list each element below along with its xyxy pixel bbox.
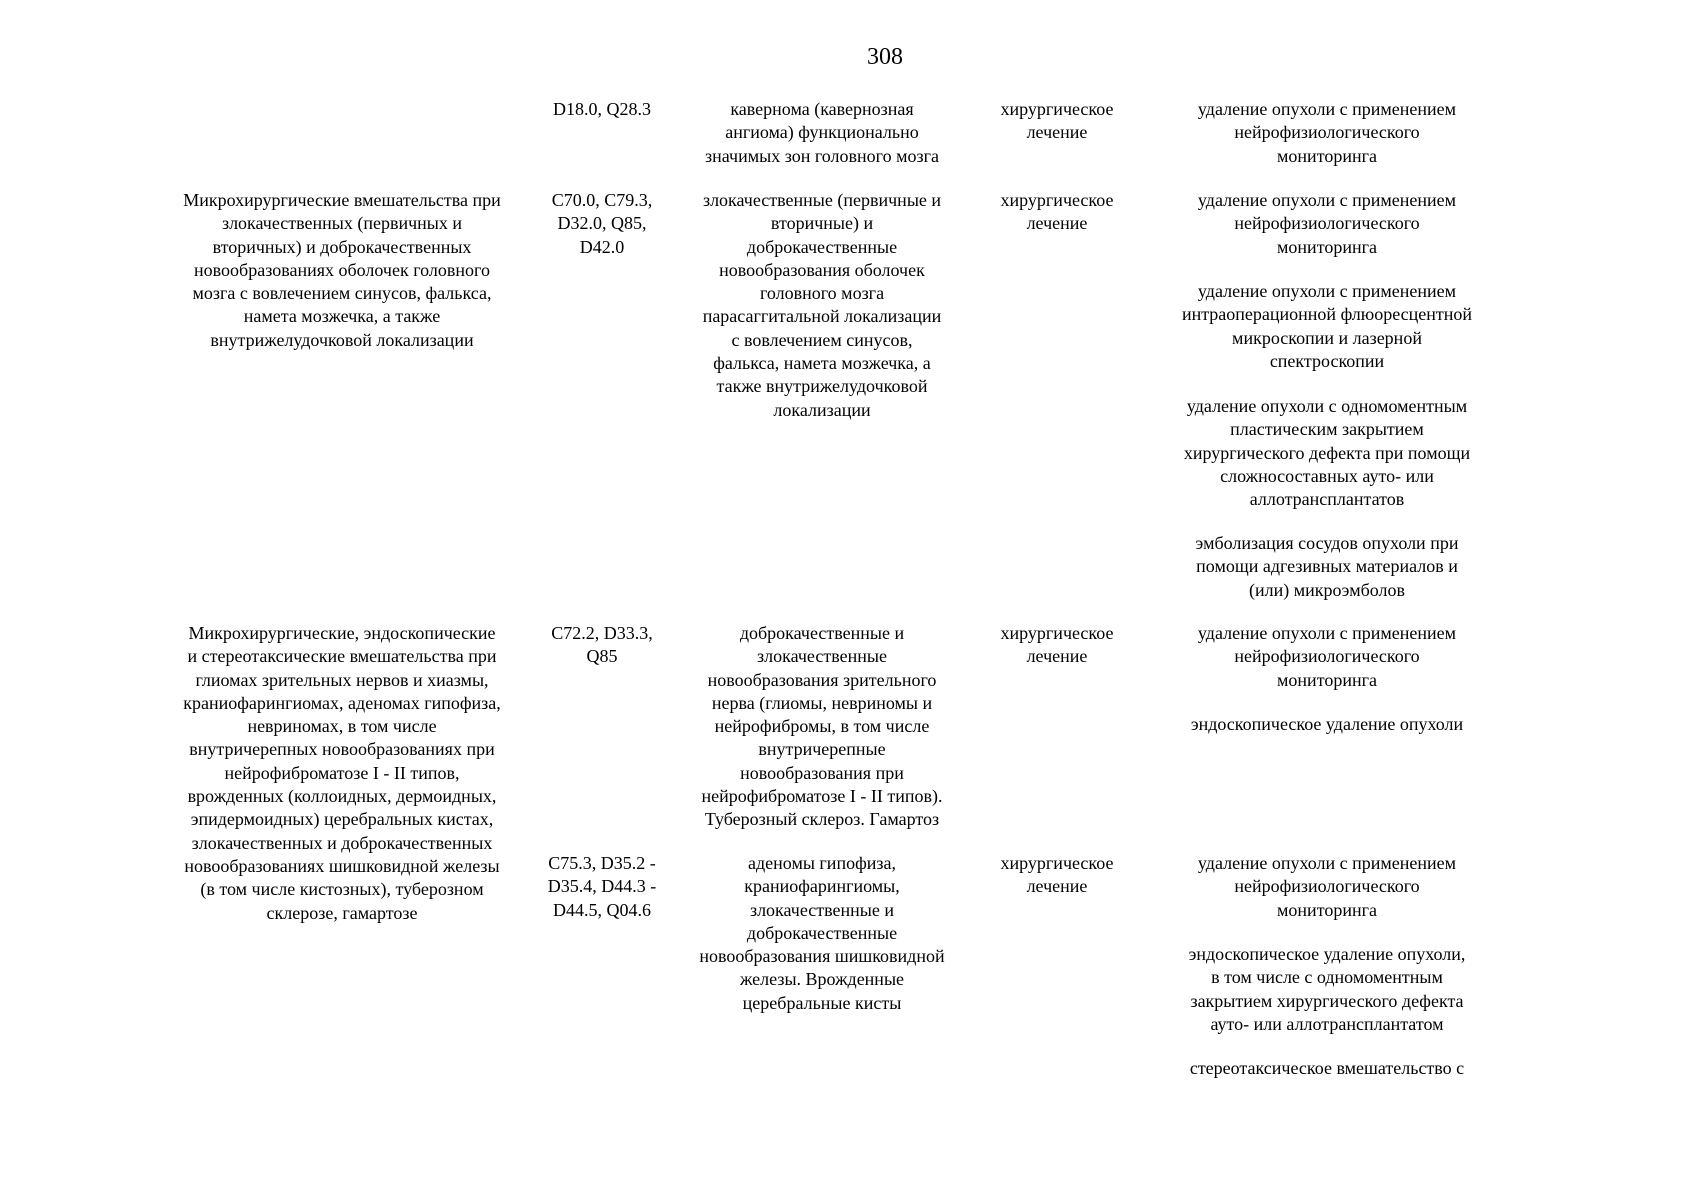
row-3-model: аденомы гипофиза, краниофарингиомы, злокачественные и доброкачественные новообразования шишковидной железы. Врожденные церебральные кисты [699, 853, 945, 1013]
row-1-model: злокачественные (первичные и вторичные) и доброкачественные новообразования оболочек головного мозга парасаггитальной локализации с вовлечением синусов, фалькса, намета мозжечка, а также внутрижелудочковой локализации [702, 190, 942, 420]
row-3-method-0: удаление опухоли с применением нейрофизиологического мониторинга [1197, 853, 1457, 920]
row-2-treatment: хирургическое лечение [1000, 623, 1114, 667]
row-2-intervention: Микрохирургические, эндоскопические и стереотаксические вмешательства при глиомах зрительных нервов и хиазмы, краниофарингиомах, аденомах гипофиза, невриномах, в том числе внутричерепных новообразованиях при нейрофиброматозе I - II типов, врожденных (коллоидных, дермоидных, эпидермоидных) церебральных кистах, злокачественных и доброкачественных новообразованиях шишковидной железы (в том числе кистозных), туберозном склерозе, гамартозе [183, 623, 501, 923]
row-0-treatment: хирургическое лечение [1000, 99, 1114, 143]
row-3-codes: C75.3, D35.2 - D35.4, D44.3 - D44.5, Q04.6 [547, 853, 657, 920]
row-0-method-0: удаление опухоли с применением нейрофизиологического мониторинга [1197, 99, 1457, 166]
row-1-intervention: Микрохирургические вмешательства при злокачественных (первичных и вторичных) и доброкачественных новообразованиях оболочек головного мозга с вовлечением синусов, фалькса, намета мозжечка, а также внутрижелудочковой локализации [183, 190, 501, 350]
page-number: 308 [867, 44, 903, 70]
row-2-codes: C72.2, D33.3, Q85 [551, 623, 653, 667]
row-2-method-1: эндоскопическое удаление опухоли [1190, 714, 1464, 734]
row-1-method-2: удаление опухоли с одномоментным пластическим закрытием хирургического дефекта при помощи сложносоставных ауто- или аллотрансплантатов [1183, 396, 1471, 510]
row-0-codes: D18.0, Q28.3 [553, 99, 651, 119]
row-3-method-2: стереотаксическое вмешательство с [1189, 1058, 1465, 1078]
row-1-method-0: удаление опухоли с применением нейрофизиологического мониторинга [1197, 190, 1457, 257]
row-1-method-1: удаление опухоли с применением интраоперационной флюоресцентной микроскопии и лазерной спектроскопии [1181, 281, 1473, 371]
row-2-model: доброкачественные и злокачественные новообразования зрительного нерва (глиомы, невриномы и нейрофибромы, в том числе внутричерепные новообразования при нейрофиброматозе I - II типов). Туберозный склероз. Гамартоз [701, 623, 943, 830]
row-1-treatment: хирургическое лечение [1000, 190, 1114, 234]
row-1-codes: C70.0, C79.3, D32.0, Q85, D42.0 [551, 190, 653, 257]
row-3-treatment: хирургическое лечение [1000, 853, 1114, 897]
row-1-method-3: эмболизация сосудов опухоли при помощи адгезивных материалов и (или) микроэмболов [1195, 533, 1459, 600]
row-3-method-1: эндоскопическое удаление опухоли, в том числе с одномоментным закрытием хирургического дефекта ауто- или аллотрансплантатом [1188, 944, 1466, 1034]
row-2-method-0: удаление опухоли с применением нейрофизиологического мониторинга [1197, 623, 1457, 690]
row-0-model: кавернома (кавернозная ангиома) функционально значимых зон головного мозга [705, 99, 939, 166]
